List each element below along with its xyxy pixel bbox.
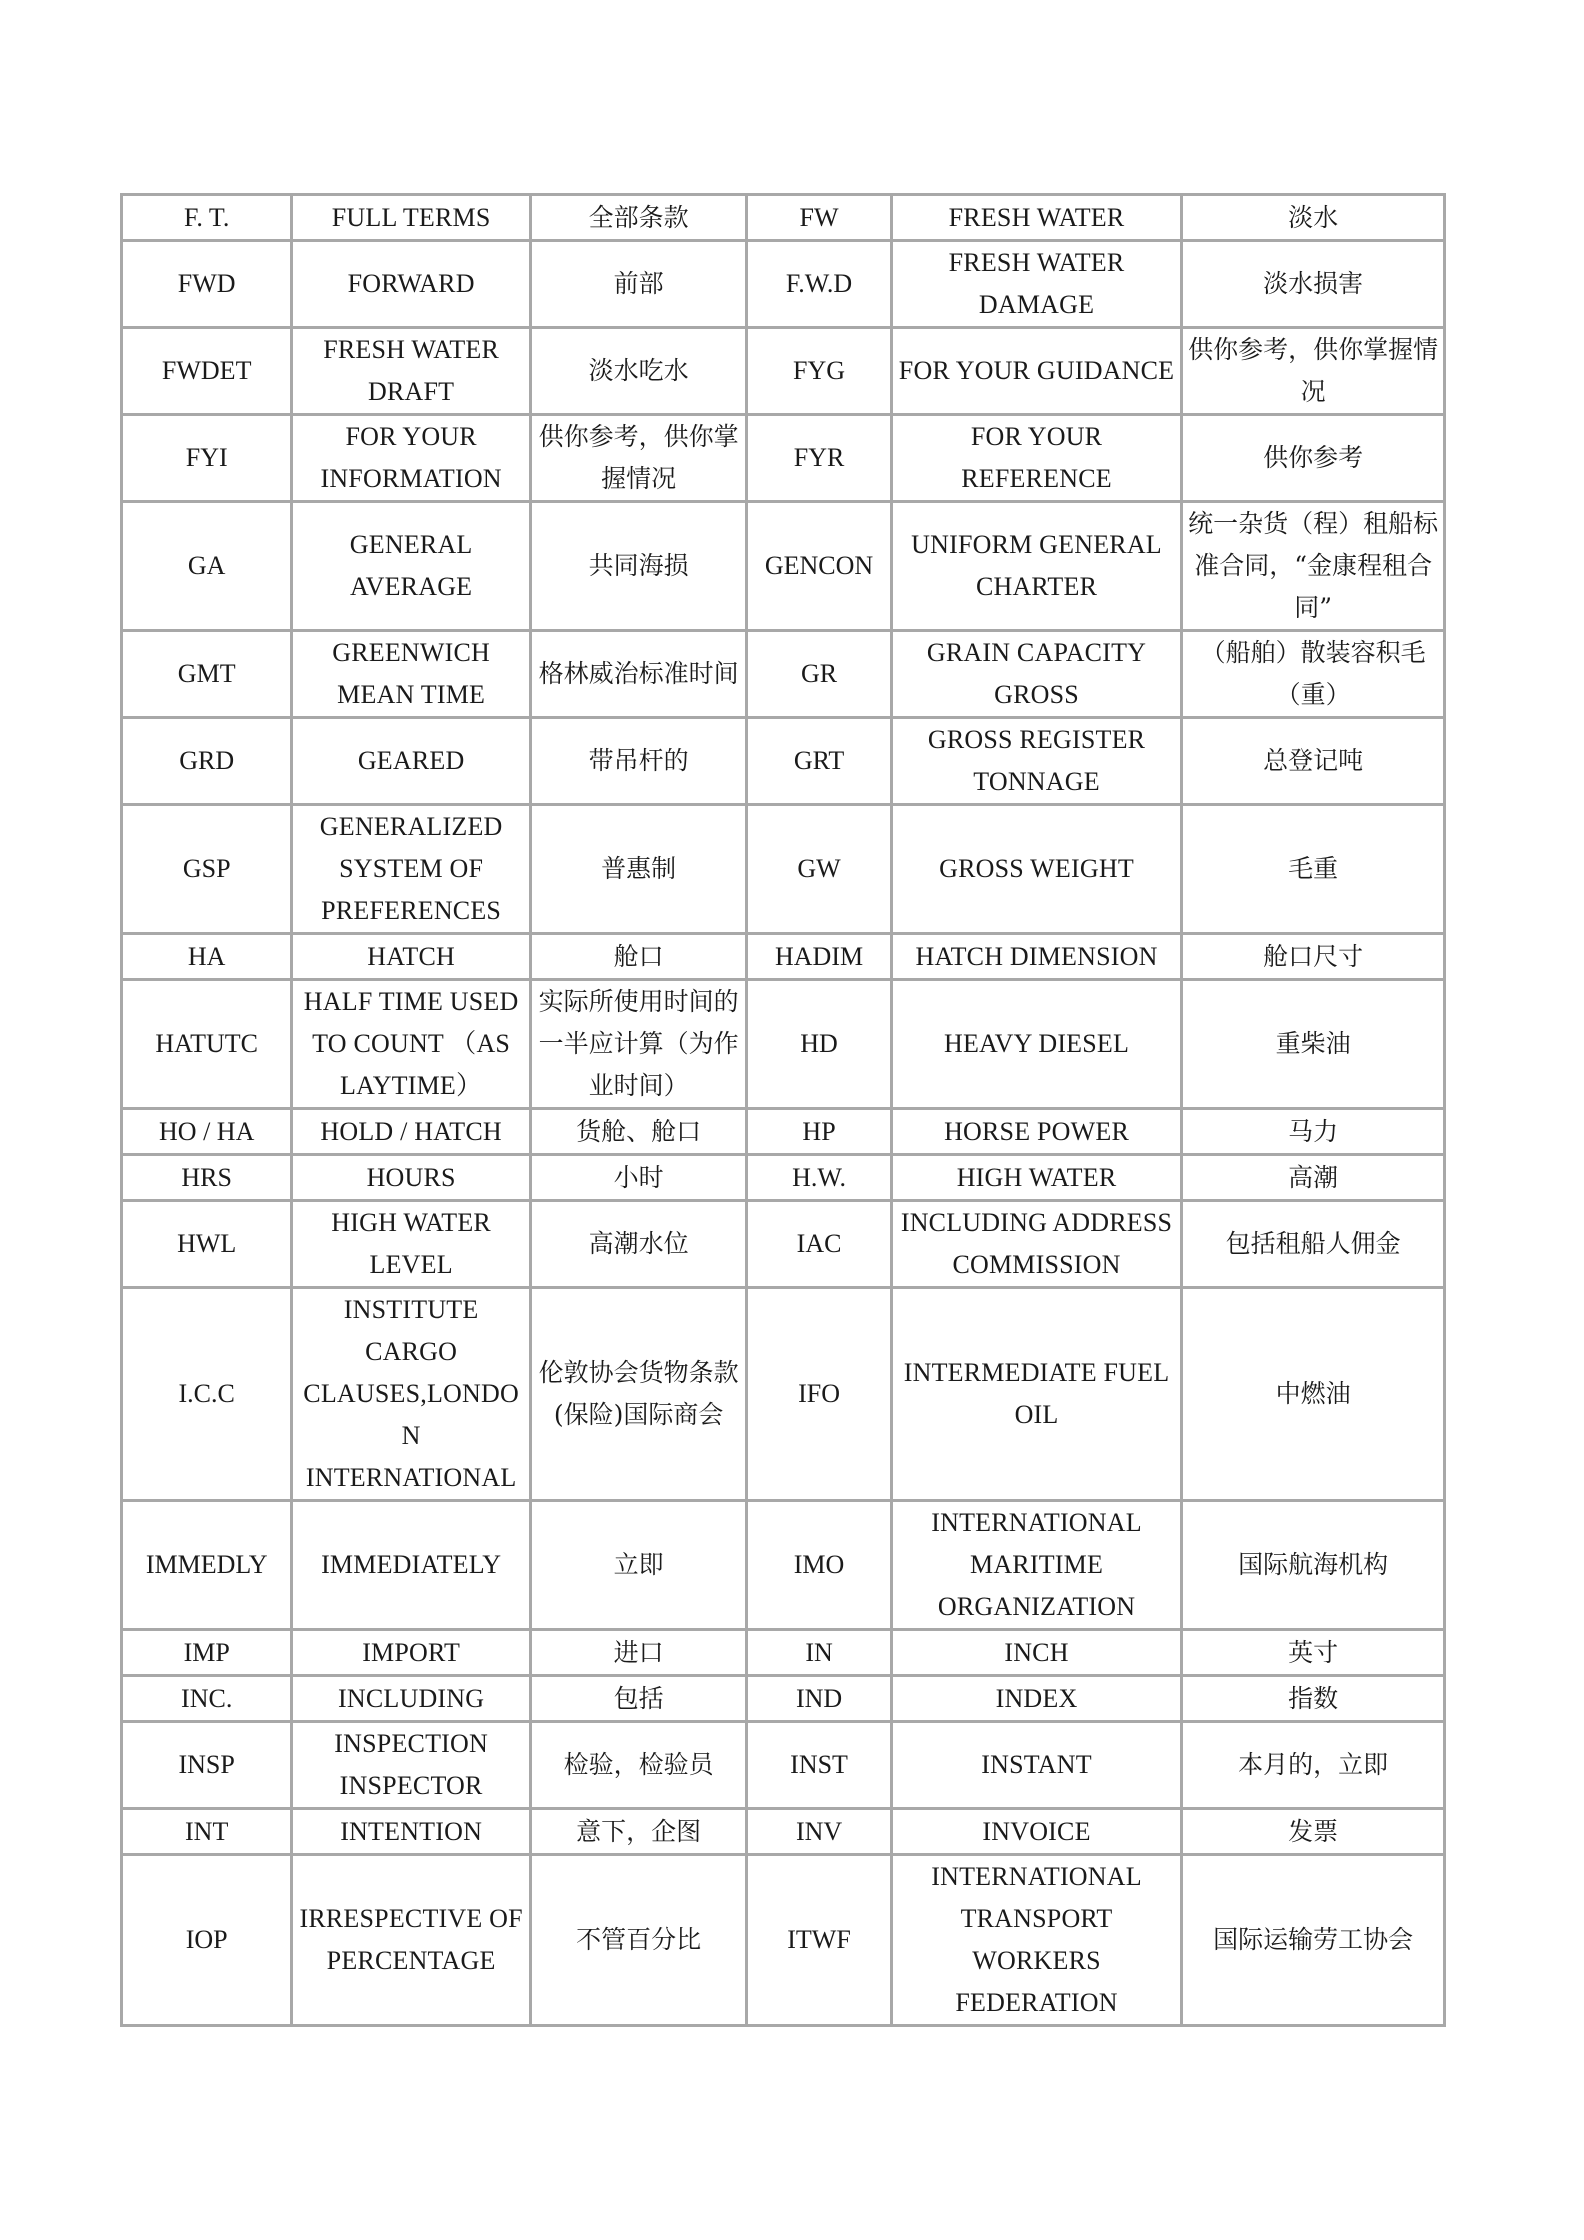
abbreviation-cell: ITWF [747,1855,891,2026]
abbreviation-cell: HRS [122,1155,292,1201]
table-row [122,1855,1445,2026]
table-row [122,934,1445,980]
table-row [122,631,1445,718]
english-term-cell: FRESH WATER DRAFT [292,328,531,415]
abbreviation-cell: GW [747,805,891,934]
english-term-cell: INDEX [891,1676,1182,1722]
abbreviation-cell: IMO [747,1501,891,1630]
chinese-term-cell: 供你参考，供你掌握情况 [1182,328,1445,415]
abbreviation-cell: INT [122,1809,292,1855]
chinese-term-cell: 中燃油 [1182,1288,1445,1501]
abbreviation-cell: IMMEDLY [122,1501,292,1630]
english-term-cell: INSTANT [891,1722,1182,1809]
abbreviation-cell: IMP [122,1630,292,1676]
english-term-cell: HIGH WATER LEVEL [292,1201,531,1288]
english-term-cell: FORWARD [292,241,531,328]
abbreviation-cell: INV [747,1809,891,1855]
chinese-term-cell: 共同海损 [530,502,746,631]
abbreviation-cell: GENCON [747,502,891,631]
chinese-term-cell: 全部条款 [530,195,746,241]
chinese-term-cell: 指数 [1182,1676,1445,1722]
chinese-term-cell: 格林威治标准时间 [530,631,746,718]
table-row [122,1155,1445,1201]
abbreviation-cell: IN [747,1630,891,1676]
english-term-cell: FRESH WATER DAMAGE [891,241,1182,328]
table-row [122,1109,1445,1155]
chinese-term-cell: 实际所使用时间的一半应计算（为作业时间） [530,980,746,1109]
abbreviation-cell: HD [747,980,891,1109]
english-term-cell: INTERMEDIATE FUEL OIL [891,1288,1182,1501]
english-term-cell: HATCH [292,934,531,980]
english-term-cell: GREENWICH MEAN TIME [292,631,531,718]
abbreviation-cell: HO / HA [122,1109,292,1155]
abbreviation-table [120,193,1446,2027]
english-term-cell: INTERNATIONAL MARITIME ORGANIZATION [891,1501,1182,1630]
english-term-cell: IMPORT [292,1630,531,1676]
table-row [122,502,1445,631]
table-row [122,1501,1445,1630]
abbreviation-cell: HWL [122,1201,292,1288]
table-body [122,195,1445,2026]
english-term-cell: INVOICE [891,1809,1182,1855]
english-term-cell: IRRESPECTIVE OF PERCENTAGE [292,1855,531,2026]
english-term-cell: GROSS WEIGHT [891,805,1182,934]
abbreviation-cell: IOP [122,1855,292,2026]
chinese-term-cell: 供你参考 [1182,415,1445,502]
table-row [122,195,1445,241]
table-row [122,1809,1445,1855]
chinese-term-cell: 立即 [530,1501,746,1630]
abbreviation-cell: IFO [747,1288,891,1501]
english-term-cell: INCLUDING ADDRESS COMMISSION [891,1201,1182,1288]
table-row [122,1201,1445,1288]
table-row [122,1676,1445,1722]
english-term-cell: UNIFORM GENERAL CHARTER [891,502,1182,631]
english-term-cell: GENERALIZED SYSTEM OF PREFERENCES [292,805,531,934]
abbreviation-cell: GRD [122,718,292,805]
chinese-term-cell: 舱口 [530,934,746,980]
english-term-cell: IMMEDIATELY [292,1501,531,1630]
english-term-cell: HIGH WATER [891,1155,1182,1201]
chinese-term-cell: 重柴油 [1182,980,1445,1109]
chinese-term-cell: 前部 [530,241,746,328]
chinese-term-cell: 伦敦协会货物条款(保险)国际商会 [530,1288,746,1501]
chinese-term-cell: 进口 [530,1630,746,1676]
abbreviation-cell: FW [747,195,891,241]
abbreviation-cell: FYG [747,328,891,415]
english-term-cell: INSTITUTE CARGO CLAUSES,LONDON INTERNATIONAL [292,1288,531,1501]
chinese-term-cell: 淡水损害 [1182,241,1445,328]
english-term-cell: GENERAL AVERAGE [292,502,531,631]
chinese-term-cell: 国际运输劳工协会 [1182,1855,1445,2026]
chinese-term-cell: 高潮水位 [530,1201,746,1288]
chinese-term-cell: 淡水吃水 [530,328,746,415]
abbreviation-cell: FYR [747,415,891,502]
english-term-cell: HATCH DIMENSION [891,934,1182,980]
abbreviation-cell: IAC [747,1201,891,1288]
chinese-term-cell: 舱口尺寸 [1182,934,1445,980]
abbreviation-cell: GRT [747,718,891,805]
abbreviation-cell: GMT [122,631,292,718]
chinese-term-cell: 总登记吨 [1182,718,1445,805]
english-term-cell: FOR YOUR REFERENCE [891,415,1182,502]
table-row [122,1630,1445,1676]
chinese-term-cell: 带吊杆的 [530,718,746,805]
english-term-cell: GROSS REGISTER TONNAGE [891,718,1182,805]
abbreviation-cell: HP [747,1109,891,1155]
table-row [122,980,1445,1109]
table-row [122,1722,1445,1809]
chinese-term-cell: 包括租船人佣金 [1182,1201,1445,1288]
english-term-cell: INSPECTION INSPECTOR [292,1722,531,1809]
chinese-term-cell: （船舶）散装容积毛（重） [1182,631,1445,718]
chinese-term-cell: 检验，检验员 [530,1722,746,1809]
abbreviation-cell: HA [122,934,292,980]
english-term-cell: HORSE POWER [891,1109,1182,1155]
abbreviation-cell: HATUTC [122,980,292,1109]
english-term-cell: GEARED [292,718,531,805]
abbreviation-cell: F.W.D [747,241,891,328]
chinese-term-cell: 包括 [530,1676,746,1722]
english-term-cell: FOR YOUR GUIDANCE [891,328,1182,415]
english-term-cell: HOLD / HATCH [292,1109,531,1155]
chinese-term-cell: 毛重 [1182,805,1445,934]
abbreviation-cell: HADIM [747,934,891,980]
english-term-cell: INCH [891,1630,1182,1676]
abbreviation-cell: FYI [122,415,292,502]
chinese-term-cell: 高潮 [1182,1155,1445,1201]
abbreviation-cell: I.C.C [122,1288,292,1501]
chinese-term-cell: 发票 [1182,1809,1445,1855]
chinese-term-cell: 意下，企图 [530,1809,746,1855]
english-term-cell: HOURS [292,1155,531,1201]
table-row [122,718,1445,805]
chinese-term-cell: 不管百分比 [530,1855,746,2026]
english-term-cell: FOR YOUR INFORMATION [292,415,531,502]
abbreviation-cell: H.W. [747,1155,891,1201]
english-term-cell: FULL TERMS [292,195,531,241]
abbreviation-cell: INC. [122,1676,292,1722]
abbreviation-cell: GR [747,631,891,718]
abbreviation-cell: INSP [122,1722,292,1809]
english-term-cell: INCLUDING [292,1676,531,1722]
abbreviation-cell: IND [747,1676,891,1722]
chinese-term-cell: 本月的，立即 [1182,1722,1445,1809]
english-term-cell: INTERNATIONAL TRANSPORT WORKERS FEDERATION [891,1855,1182,2026]
abbreviation-cell: INST [747,1722,891,1809]
abbreviation-cell: GA [122,502,292,631]
abbreviation-cell: GSP [122,805,292,934]
chinese-term-cell: 货舱、舱口 [530,1109,746,1155]
abbreviation-cell: FWDET [122,328,292,415]
table-row [122,1288,1445,1501]
english-term-cell: GRAIN CAPACITY GROSS [891,631,1182,718]
chinese-term-cell: 英寸 [1182,1630,1445,1676]
english-term-cell: INTENTION [292,1809,531,1855]
chinese-term-cell: 国际航海机构 [1182,1501,1445,1630]
chinese-term-cell: 淡水 [1182,195,1445,241]
chinese-term-cell: 小时 [530,1155,746,1201]
abbreviation-cell: F. T. [122,195,292,241]
abbreviation-cell: FWD [122,241,292,328]
chinese-term-cell: 马力 [1182,1109,1445,1155]
table-row [122,805,1445,934]
table-row [122,328,1445,415]
english-term-cell: FRESH WATER [891,195,1182,241]
chinese-term-cell: 供你参考，供你掌握情况 [530,415,746,502]
english-term-cell: HALF TIME USED TO COUNT （AS LAYTIME） [292,980,531,1109]
table-row [122,241,1445,328]
table-row [122,415,1445,502]
chinese-term-cell: 统一杂货（程）租船标准合同，“金康程租合同” [1182,502,1445,631]
english-term-cell: HEAVY DIESEL [891,980,1182,1109]
chinese-term-cell: 普惠制 [530,805,746,934]
